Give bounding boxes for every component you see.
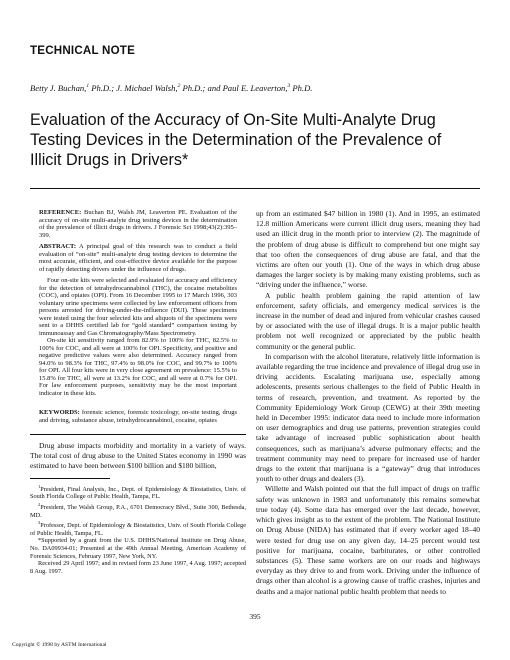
keywords-text: forensic science, forensic toxicology, on-site testing, drugs and driving, substance abuse, tetrahydrocannabinol, cocaine, opiates xyxy=(39,409,237,424)
footnote xyxy=(30,519,246,537)
footnote-text: Received 29 April 1997; and in revised form 23 June 1997, 4 Aug. 1997; accepted 8 Aug. 1997. xyxy=(30,560,246,575)
body-paragraph: Drug abuse impacts morbidity and mortality in a variety of ways. The total cost of drug abuse to the United States economy in 1990 was estimated to have been between $100 billion and $180 billion, xyxy=(30,441,246,471)
footnote xyxy=(30,560,246,575)
abstract-label: ABSTRACT: xyxy=(39,243,77,250)
keywords-paragraph xyxy=(39,409,237,424)
author-affiliation-mark: 1 xyxy=(86,83,90,90)
reference-text: Buchan BJ, Walsh JM, Leaverton PE. Evaluation of the accuracy of on-site multi-analyte drug testing devices in the determination of the prevalence of illicit drugs in drivers. J Forensic Sci 1998;43(2):395–399. xyxy=(39,209,237,239)
abstract-text: A principal goal of this research was to conduct a field evaluation of “on-site” multi-analyte drug testing devices to determine the most accurate, efficient, and cost-effective device available for the purpose of rapidly detecting drivers under the influence of drugs. xyxy=(39,243,237,273)
footnote-mark: 3 xyxy=(38,520,41,526)
body-paragraph: A public health problem gaining the rapid attention of law enforcement, safety officials, and emergency medical services is the increase in the number of dead and injured from vehicular crashes caused by or associated with the use of illegal drugs. It is a major public health problem not well recognized or appreciated by the public health community or the general public. xyxy=(256,290,480,351)
body-paragraph: In comparison with the alcohol literature, relatively little information is available regarding the true incidence and prevalence of illegal drug use in driving accidents. Escalating marijuana use, especially among adolescents, presents serious challenges to the field of Public Health in terms of research, prevention, and treatment. As reported by the Community Epidemiology Work Group (CEWG) at their 39th meeting held in December 1995: indicator data need to include more information on user demographics and drug use patterns, prevention strategies could take advantage of increased public sophistication about health consequences, such as marijuana’s adverse pulmonary effects; and the treatment community may need to prepare for increased use of harder drugs to the extent that marijuana is a “gateway” drug that introduces youth to other drugs and dealers (3). xyxy=(256,351,480,484)
reference-label: REFERENCE: xyxy=(39,209,82,216)
footnote-text: President, Final Analysis, Inc., Dept. of Epidemiology & Biostatistics, Univ. of South Florida College of Public Health, Tampa, FL. xyxy=(30,485,246,501)
abstract-paragraph xyxy=(39,243,237,273)
body-paragraph: up from an estimated $47 billion in 1980 (1). And in 1995, an estimated 12.8 million Americans were current illicit drug users, meaning they had used an illicit drug in the month prior to interview (2). The magnitude of the problem of drug abuse is difficult to comprehend but one might say that too often the consequences of drug abuse are fatal, and that the victims are often our youth (1). One of the ways in which drug abuse damages the larger society is by making many existing problems, such as “driving under the influence,” worse. xyxy=(256,209,480,290)
author-name: Paul E. Leaverton, xyxy=(222,83,288,93)
reference-paragraph xyxy=(39,209,237,239)
footnote xyxy=(30,483,246,501)
footnote-text: *Supported by a grant from the U.S. DHHS/National Institute on Drug Abuse, No. DA09934-01; Presented at the 49th Annual Meeting, American Academy of Forensic Sciences, February 1997, New York, NY. xyxy=(30,537,246,560)
keywords-label: KEYWORDS: xyxy=(39,409,80,416)
page-number: 395 xyxy=(249,612,261,621)
footnote-mark: 1 xyxy=(38,483,41,489)
paper-title: Evaluation of the Accuracy of On-Site Multi-Analyte Drug Testing Devices in the Determination of the Prevalence of Illicit Drugs in Drivers* xyxy=(30,111,442,169)
author-name: J. Michael Walsh, xyxy=(116,83,178,93)
abstract-methods-paragraph: Four on-site kits were selected and evaluated for accuracy and efficiency for the detection of tetrahydrocannabinol (THC), the cocaine metabolites (COC), and opiates (OPI). From 16 December 1995 to 17 March 1996, 303 voluntary urine specimens were collected by law enforcement officers from persons arrested for driving-under-the-influence (DUI). These specimens were tested using the four selected kits and aliquots of the specimens were sent to a DHHS certified lab for “gold standard” comparison testing by immunoassay and Gas Chromatography/Mass Spectrometry. xyxy=(39,277,237,337)
footnote xyxy=(30,501,246,519)
copyright-notice: Copyright © 1998 by ASTM International xyxy=(12,642,107,648)
footnote-divider xyxy=(30,478,110,479)
abstract-results-paragraph: On-site kit sensitivity ranged from 82.9% to 100% for THC, 82.5% to 100% for COC, and all were at 100% for OPI. Specificity, and positive and negative predictive values were also determined. Accuracy ranged from 94.0% to 98.3% for THC, 97.4% to 98.0% for COC, and 99.7% to 100% for OPI. All four kits were in very close agreement on prevalence: 15.5% to 15.8% for THC, all were at 13.2% for COC, and all were at 0.7% for OPI. For law enforcement purposes, sensitivity may be the most important indicator in these kits. xyxy=(39,337,237,397)
author-line xyxy=(30,83,312,93)
footnote-text: President, The Walsh Group, P.A., 6701 Democracy Blvd., Suite 300, Bethesda, MD. xyxy=(30,503,246,519)
footnote-mark: 2 xyxy=(38,501,41,507)
author-affiliation-mark: 2 xyxy=(177,83,181,90)
footnote xyxy=(30,537,246,560)
body-paragraph: Willette and Walsh pointed out that the full impact of drugs on traffic safety was unknown in 1983 and unfortunately this remains somewhat true today (4). Some data has emerged over the last decade, however, which gives insight as to the extent of the problem. The National Institute on Drug Abuse (NIDA) has estimated that if every worker aged 18–40 were tested for drug use on any given day, 14–25 percent would test positive for marijuana, cocaine, barbiturates, or other controlled substances (5). These same workers are on our roads and highways everyday as they drive to and from work. Driving under the influence of drugs other than alcohol is a growing cause of traffic crashes, injuries and deaths and a major national public health problem that needs to xyxy=(256,484,480,596)
author-degree: Ph.D. xyxy=(290,83,313,93)
abstract-divider xyxy=(30,434,246,435)
left-column xyxy=(30,209,246,575)
author-degree: Ph.D.; and xyxy=(180,83,223,93)
author-degree: Ph.D.; xyxy=(89,83,117,93)
footnote-text: Professor, Dept. of Epidemiology & Biostatistics, Univ. of South Florida College of Public Health, Tampa, FL. xyxy=(30,522,246,537)
section-label: TECHNICAL NOTE xyxy=(30,44,135,57)
right-column xyxy=(256,209,480,597)
footnotes xyxy=(30,483,246,576)
title-divider xyxy=(30,188,480,189)
abstract-block xyxy=(39,209,237,424)
author-affiliation-mark: 3 xyxy=(287,83,291,90)
author-name: Betty J. Buchan, xyxy=(30,83,87,93)
